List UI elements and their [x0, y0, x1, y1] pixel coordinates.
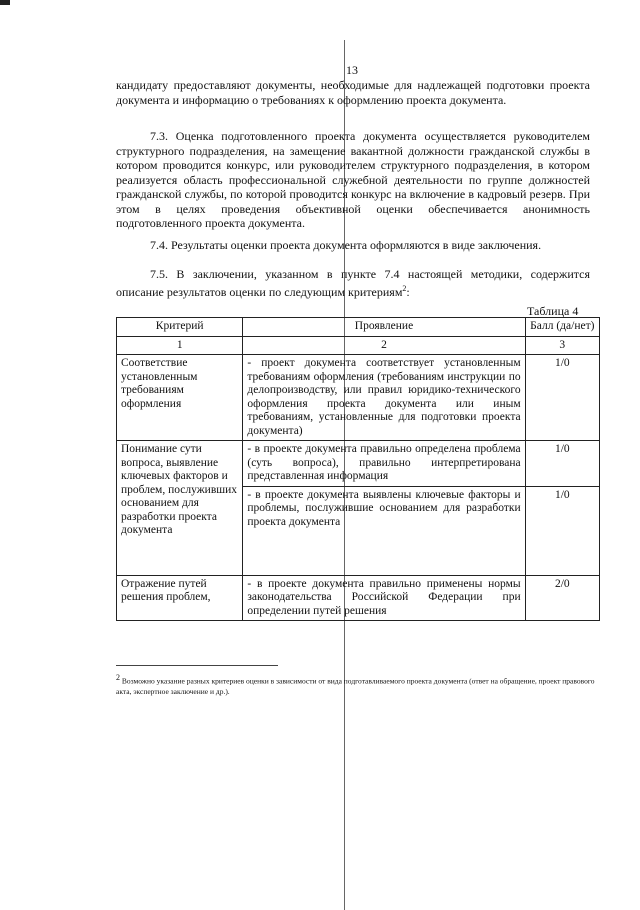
score-cell: 1/0	[525, 441, 599, 487]
paragraph-7-5: 7.5. В заключении, указанном в пункте 7.4 настоящей методики, содержится описание результатов оценки по следующим критериям$^2$:	[116, 267, 590, 299]
column-number-1: 1	[117, 336, 243, 355]
footnote-text: Возможно указание разных критериев оценки в зависимости от вида подготавливаемого проекта документа (ответ на обращение, проект правового акта, экспертное заключение и др.).	[116, 676, 595, 696]
column-number-2: 2	[243, 336, 525, 355]
manifestation-cell: - проект документа соответствует установленным требованиям оформления (требованиям инструкции по делопроизводству, или правил юридико-технического оформления проекта документа или иным требованиям, установленные для подготовки проекта документа)	[243, 355, 525, 441]
score-cell: 1/0	[525, 486, 599, 575]
page-number: 13	[346, 63, 358, 77]
paragraph-continuation: кандидату предоставляют документы, необходимые для надлежащей подготовки проекта документа и информацию о требованиях к оформлению проекта документа.	[116, 78, 590, 107]
table-row	[117, 355, 600, 441]
header-manifestation: Проявление	[243, 318, 525, 337]
paragraph-7-5-text: 7.5. В заключении, указанном в пункте 7.4 настоящей методики, содержится описание результатов оценки по следующим критериям	[116, 267, 590, 299]
footnote-marker: 2	[116, 673, 120, 682]
criterion-cell: Понимание сути вопроса, выявление ключевых факторов и проблем, послуживших основанием для разработки проекта документа	[117, 441, 243, 576]
manifestation-cell: - в проекте документа выявлены ключевые факторы и проблемы, послужившие основанием для разработки проекта документа	[243, 486, 525, 575]
scan-corner-mark	[0, 0, 10, 5]
header-criterion: Критерий	[117, 318, 243, 337]
manifestation-cell: - в проекте документа правильно определена проблема (суть вопроса), правильно интерпретирована представленная информация	[243, 441, 525, 487]
footnote-divider	[116, 665, 278, 666]
score-cell: 1/0	[525, 355, 599, 441]
footnote-reference: 2	[402, 283, 407, 293]
table-column-number-row	[117, 336, 600, 355]
manifestation-cell: - в проекте документа правильно применены нормы законодательства Российской Федерации при определении путей решения	[243, 575, 525, 621]
criterion-cell: Соответствие установленным требованиям оформления	[117, 355, 243, 441]
header-score: Балл (да/нет)	[525, 318, 599, 337]
column-number-3: 3	[525, 336, 599, 355]
criterion-cell: Отражение путей решения проблем,	[117, 575, 243, 621]
table-row	[117, 441, 600, 487]
table-caption: Таблица 4	[527, 304, 579, 318]
table-row	[117, 575, 600, 621]
table-header-row	[117, 318, 600, 337]
score-cell: 2/0	[525, 575, 599, 621]
paragraph-7-3: 7.3. Оценка подготовленного проекта документа осуществляется руководителем структурного подразделения, на замещение вакантной должности гражданской службы в котором проводится конкурс, или руководителем структурного подразделения, в котором реализуется область профессиональной служебной деятельности по группе должностей гражданской службы, по которой проводится конкурс на включение в кадровый резерв. При этом в целях проведения объективной оценки обеспечивается анонимность подготовленного проекта документа.	[116, 129, 590, 230]
paragraph-7-4: 7.4. Результаты оценки проекта документа оформляются в виде заключения.	[150, 238, 542, 252]
criteria-table	[116, 317, 600, 621]
footnote	[116, 673, 600, 697]
